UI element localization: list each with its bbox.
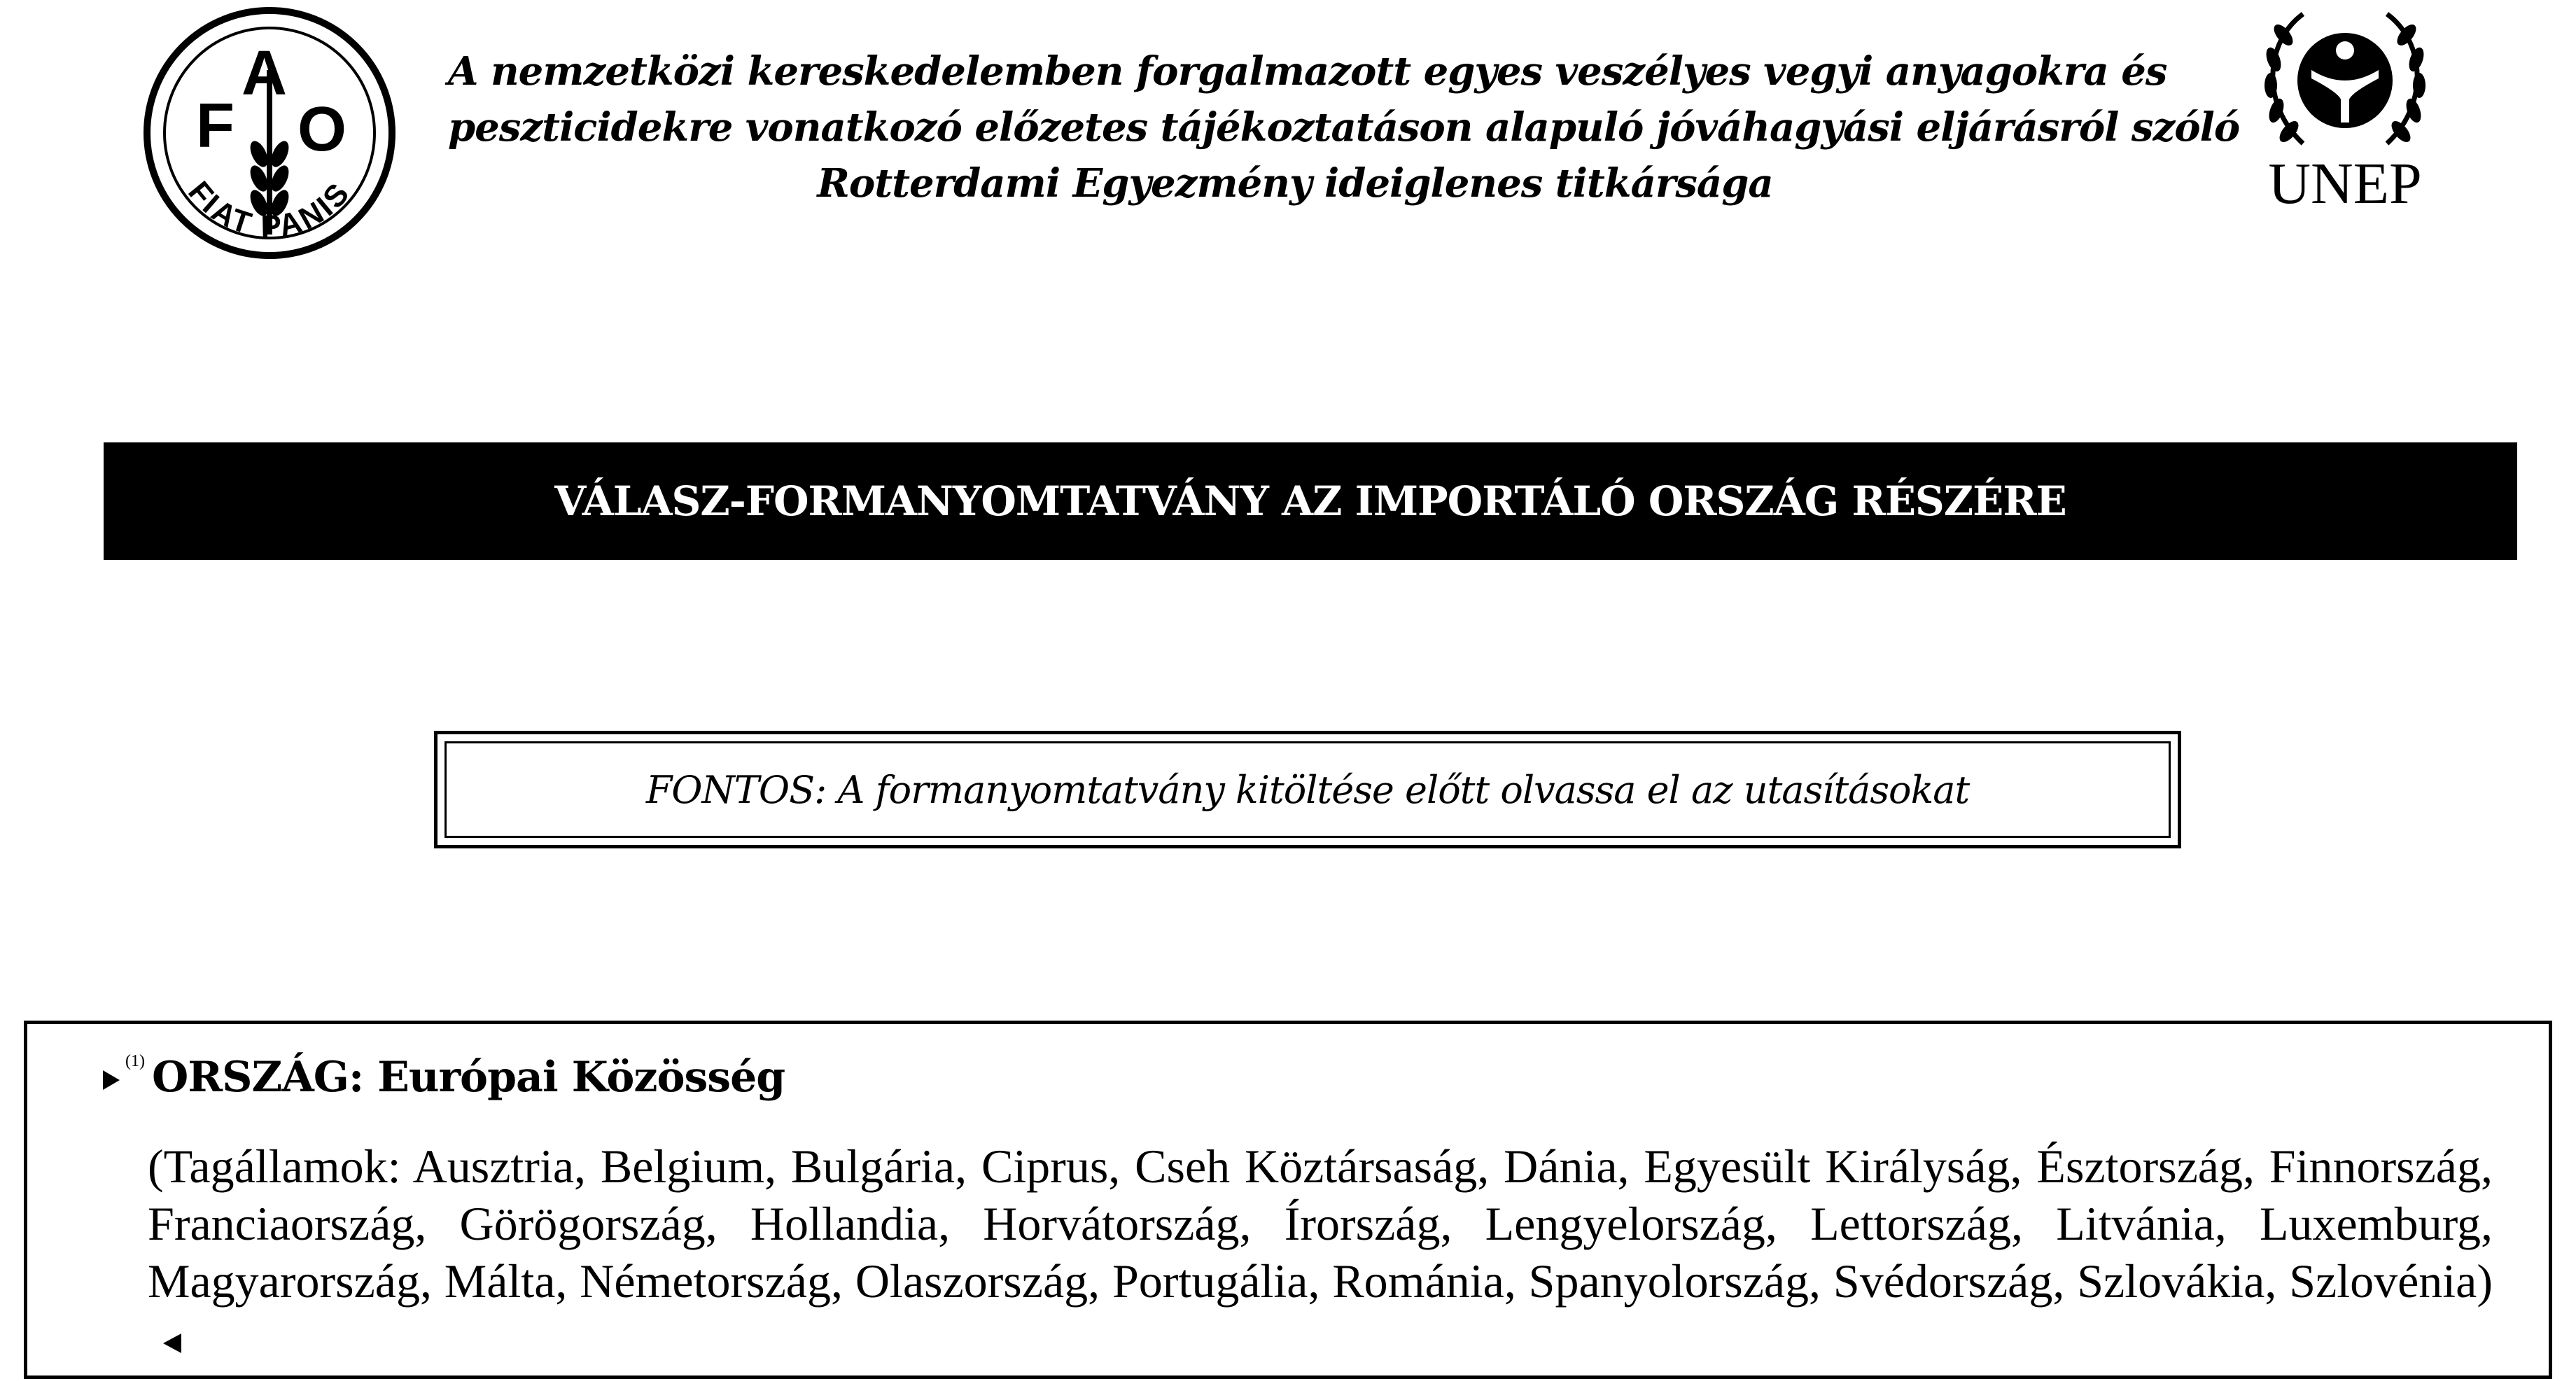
secretariat-title-line-1: A nemzetközi kereskedelemben forgalmazott egyes veszélyes vegyi anyagokra és xyxy=(448,48,2167,94)
fao-logo xyxy=(140,4,399,262)
triangle-right-icon xyxy=(103,1070,120,1090)
fao-letter-f: F xyxy=(196,91,234,161)
important-notice-inner xyxy=(444,741,2171,838)
form-title-banner xyxy=(104,442,2517,560)
country-heading: ORSZÁG: Európai Közösség xyxy=(152,1053,785,1102)
important-notice-box xyxy=(434,731,2181,848)
important-notice-text: FONTOS: A formanyomtatvány kitöltése előtt olvassa el az utasításokat xyxy=(645,767,1970,812)
unep-wordmark: UNEP xyxy=(2268,151,2422,210)
secretariat-title-line-2: peszticidekre vonatkozó előzetes tájékoztatáson alapuló jóváhagyási eljárásról szóló xyxy=(448,104,2240,150)
country-section xyxy=(24,1021,2552,1379)
fao-motto: FIAT PANIS xyxy=(181,174,358,244)
secretariat-title-line-3: Rotterdami Egyezmény ideiglenes titkársága xyxy=(817,160,1773,206)
member-states-text: (Tagállamok: Ausztria, Belgium, Bulgária, Ciprus, Cseh Köztársaság, Dánia, Egyesült Királyság, Észtország, Finnország, Franciaország, Görögország, Hollandia, Horvátország, Írország, Lengyelország, Lettország, Litvánia, Luxemburg, Magyarország, Málta, Németország, Olaszország, Portugália, Románia, Spanyolország, Svédország, Szlovákia, Szlovénia) xyxy=(148,1140,2493,1308)
secretariat-title xyxy=(448,43,2240,211)
fao-letter-a: A xyxy=(241,38,287,108)
member-states-list xyxy=(148,1138,2493,1367)
fao-letter-o: O xyxy=(298,94,347,164)
unep-logo xyxy=(2247,0,2443,210)
form-title: VÁLASZ-FORMANYOMTATVÁNY AZ IMPORTÁLÓ ORSZÁG RÉSZÉRE xyxy=(554,477,2066,525)
triangle-left-icon xyxy=(163,1334,181,1353)
footnote-marker: (1) xyxy=(125,1052,145,1070)
